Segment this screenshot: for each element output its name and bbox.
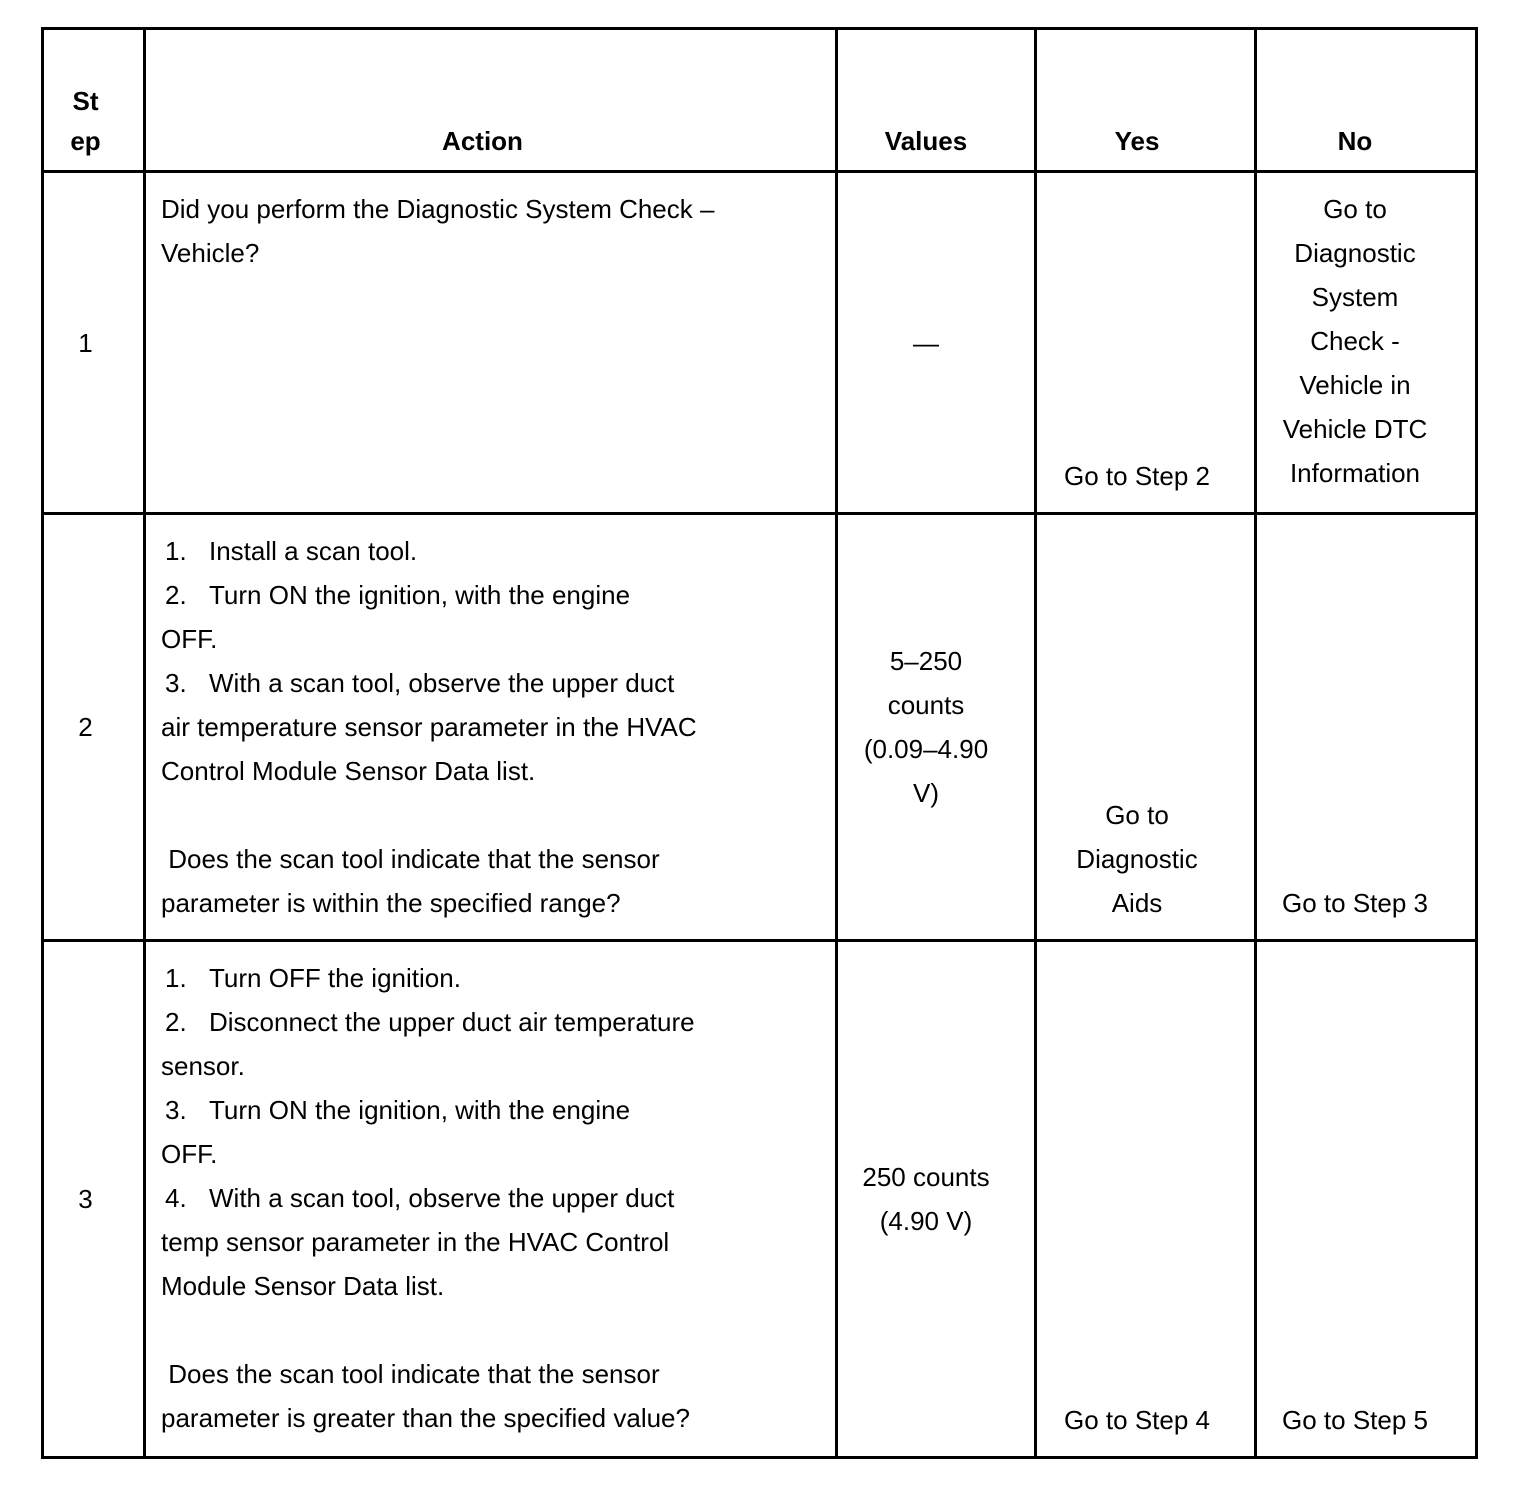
question-line: parameter is within the specified range? (161, 888, 621, 918)
action-steps (161, 529, 697, 793)
step-item-text: OFF. (161, 624, 218, 654)
step-item-text: Module Sensor Data list. (161, 1271, 445, 1301)
step-continuation-line (161, 1132, 695, 1176)
value-line: (4.90 V) (879, 1206, 973, 1236)
step-item-number: 2. (165, 580, 187, 610)
no-line: Information (1289, 458, 1421, 488)
value-line: 250 counts (862, 1162, 990, 1192)
no-line: Go to (1323, 194, 1387, 224)
no-line: Check - (1310, 326, 1400, 356)
step-item-text: With a scan tool, observe the upper duct (209, 668, 675, 698)
numbered-step-line (161, 1176, 695, 1220)
no-line: Go to Step 5 (1282, 1405, 1428, 1435)
step-cell (44, 515, 143, 939)
value-line: — (913, 327, 939, 358)
numbered-step-line (161, 661, 697, 705)
values-cell (838, 515, 1034, 939)
step-continuation-line (161, 1220, 695, 1264)
step-item-text: Install a scan tool. (209, 536, 418, 566)
step-item-number: 3. (165, 1095, 187, 1125)
step-cell (44, 173, 143, 512)
step-item-number: 3. (165, 668, 187, 698)
header-yes (1037, 30, 1254, 170)
no-line: Diagnostic (1294, 238, 1416, 268)
action-cell (146, 515, 835, 939)
no-cell (1257, 173, 1475, 512)
yes-cell (1037, 173, 1254, 512)
header-action-label: Action (442, 126, 523, 156)
action-question (161, 1352, 690, 1440)
step-continuation-line (161, 617, 697, 661)
value-line: counts (887, 690, 965, 720)
header-step-line: ep (70, 126, 101, 156)
table-bottom-border (41, 1456, 1478, 1459)
header-action (146, 30, 835, 170)
yes-line: Go to Step 4 (1064, 1405, 1210, 1435)
yes-line: Diagnostic (1076, 844, 1198, 874)
no-cell (1257, 515, 1475, 939)
action-cell (146, 942, 835, 1456)
step-number-label: 1 (78, 327, 93, 358)
step-item-number: 1. (165, 963, 187, 993)
question-line: parameter is greater than the specified value? (161, 1403, 690, 1433)
value-line: 5–250 (889, 646, 963, 676)
step-number-label: 2 (78, 712, 93, 742)
action-steps (161, 956, 695, 1308)
value-line: (0.09–4.90 (863, 734, 989, 764)
value-line: V) (913, 778, 939, 808)
step-item-text: Turn OFF the ignition. (209, 963, 461, 993)
step-number-label: 3 (78, 1184, 93, 1214)
yes-cell (1037, 942, 1254, 1456)
numbered-step-line (161, 573, 697, 617)
step-item-text: Turn ON the ignition, with the engine (209, 580, 631, 610)
step-continuation-line (161, 705, 697, 749)
yes-cell (1037, 515, 1254, 939)
yes-line: Aids (1111, 888, 1163, 918)
no-line: Vehicle in (1299, 370, 1411, 400)
step-item-text: Disconnect the upper duct air temperature (209, 1007, 695, 1037)
numbered-step-line (161, 956, 695, 1000)
header-yes-label: Yes (1114, 126, 1160, 156)
numbered-step-line (161, 529, 697, 573)
action-question (161, 837, 660, 925)
yes-line: Go to Step 2 (1064, 461, 1210, 491)
header-values-label: Values (884, 126, 968, 156)
question-line: Vehicle? (161, 238, 260, 268)
step-item-text: sensor. (161, 1051, 245, 1081)
step-item-text: air temperature sensor parameter in the HVAC (161, 712, 697, 742)
step-item-text: With a scan tool, observe the upper duct (209, 1183, 675, 1213)
step-item-number: 1. (165, 536, 187, 566)
step-item-number: 4. (165, 1183, 187, 1213)
step-item-text: temp sensor parameter in the HVAC Control (161, 1227, 670, 1257)
numbered-step-line (161, 1000, 695, 1044)
header-step-line: St (72, 86, 99, 116)
step-continuation-line (161, 1264, 695, 1308)
no-cell (1257, 942, 1475, 1456)
table-right-border (1475, 27, 1478, 1459)
step-item-text: Turn ON the ignition, with the engine (209, 1095, 631, 1125)
header-no-label: No (1337, 126, 1373, 156)
values-cell (838, 942, 1034, 1456)
no-line: System (1311, 282, 1399, 312)
question-line: Does the scan tool indicate that the sensor (161, 844, 660, 874)
no-line: Go to Step 3 (1282, 888, 1428, 918)
numbered-step-line (161, 1088, 695, 1132)
header-no (1257, 30, 1475, 170)
step-item-number: 2. (165, 1007, 187, 1037)
action-question (161, 187, 714, 275)
header-step (44, 30, 143, 170)
step-item-text: OFF. (161, 1139, 218, 1169)
step-continuation-line (161, 1044, 695, 1088)
no-line: Vehicle DTC (1282, 414, 1428, 444)
question-line: Did you perform the Diagnostic System Check – (161, 194, 715, 224)
values-cell (838, 173, 1034, 512)
action-cell (146, 173, 835, 512)
question-line: Does the scan tool indicate that the sensor (161, 1359, 660, 1389)
step-continuation-line (161, 749, 697, 793)
step-item-text: Control Module Sensor Data list. (161, 756, 536, 786)
yes-line: Go to (1105, 800, 1169, 830)
step-cell (44, 942, 143, 1456)
header-values (838, 30, 1034, 170)
